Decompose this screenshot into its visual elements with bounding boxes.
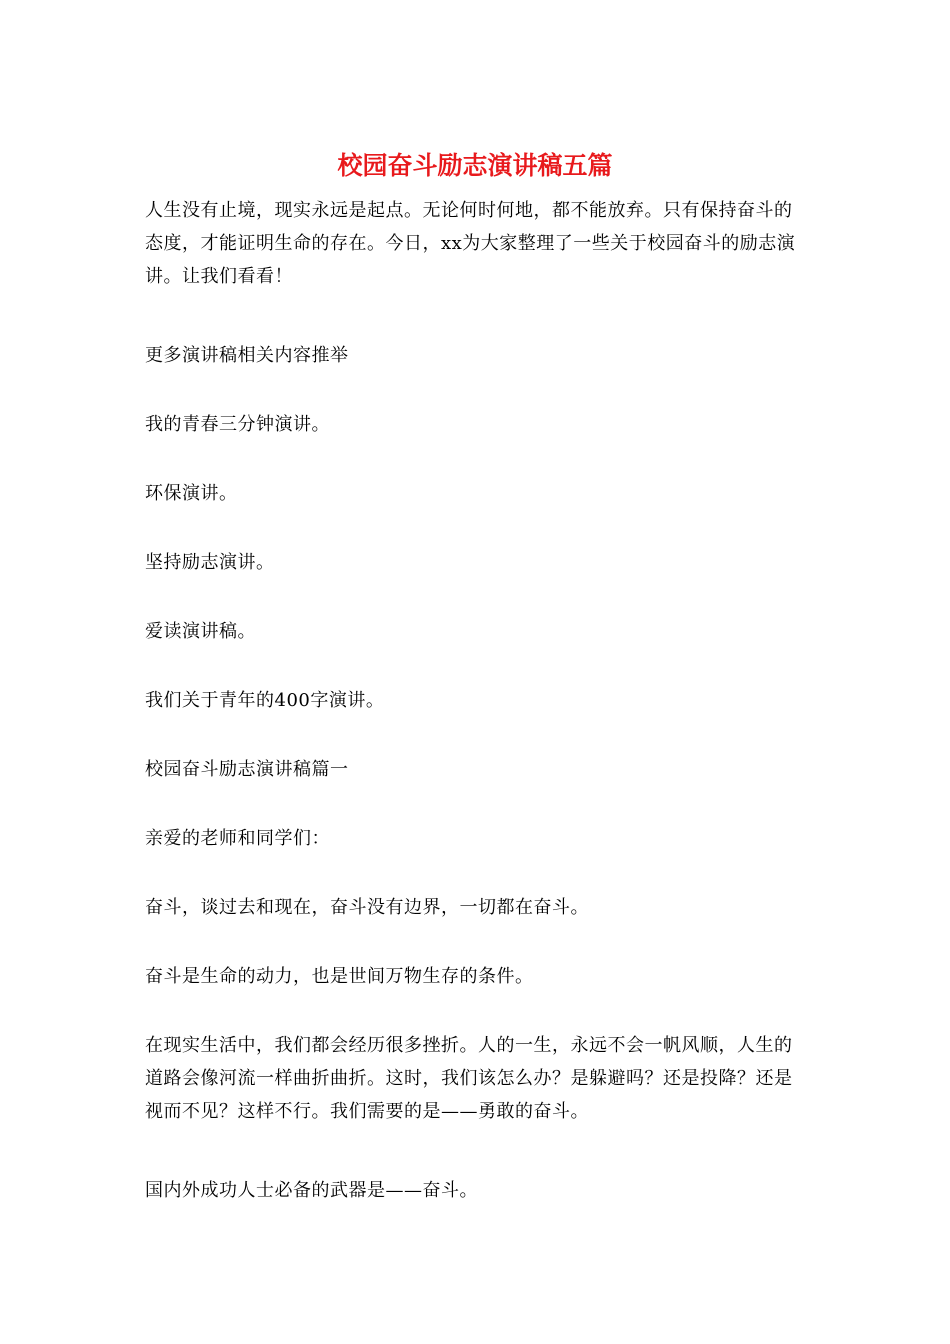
paragraph-recommend-item: 坚持励志演讲。 [145, 552, 275, 573]
section-heading: 校园奋斗励志演讲稿篇一 [145, 759, 349, 780]
document-title: 校园奋斗励志演讲稿五篇 [337, 151, 613, 180]
paragraph-recommend-heading: 更多演讲稿相关内容推举 [145, 345, 349, 366]
body-paragraph: 奋斗，谈过去和现在，奋斗没有边界，一切都在奋斗。 [145, 897, 589, 918]
body-paragraph: 国内外成功人士必备的武器是——奋斗。 [145, 1180, 478, 1201]
paragraph-recommend-item: 爱读演讲稿。 [145, 621, 256, 642]
body-paragraph: 在现实生活中，我们都会经历很多挫折。人的一生，永远不会一帆风顺，人生的道路会像河流一样曲折曲折。这时，我们该怎么办？是躲避吗？还是投降？还是视而不见？这样不行。我们需要的是——勇敢的奋斗。 [145, 1035, 793, 1122]
paragraph-recommend-item: 我们关于青年的400字演讲。 [145, 690, 385, 711]
salutation: 亲爱的老师和同学们： [145, 828, 330, 849]
paragraph-recommend-item: 我的青春三分钟演讲。 [145, 414, 330, 435]
body-paragraph: 奋斗是生命的动力，也是世间万物生存的条件。 [145, 966, 534, 987]
paragraph-recommend-item: 环保演讲。 [145, 483, 238, 504]
intro-paragraph: 人生没有止境，现实永远是起点。无论何时何地，都不能放弃。只有保持奋斗的态度，才能证明生命的存在。今日，xx为大家整理了一些关于校园奋斗的励志演讲。让我们看看！ [145, 200, 796, 287]
